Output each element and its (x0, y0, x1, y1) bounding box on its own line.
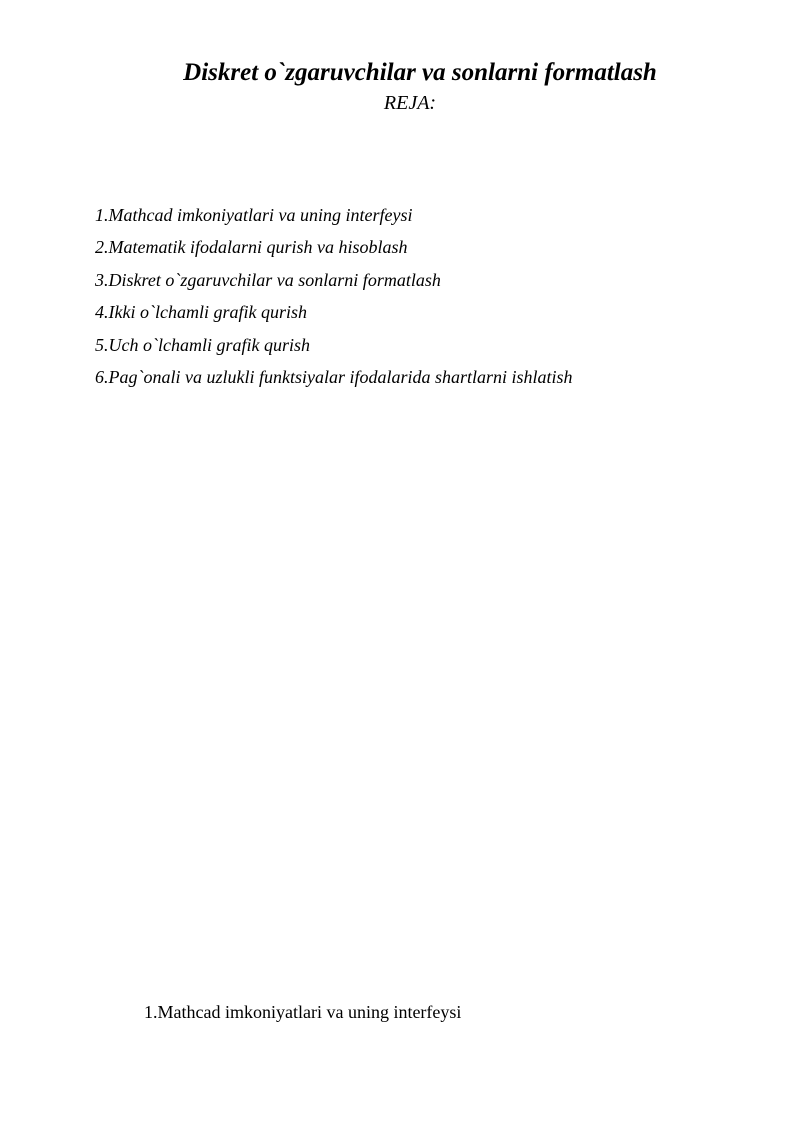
plan-item: 5.Uch o`lchamli grafik qurish (95, 334, 310, 355)
plan-item: 3.Diskret o`zgaruvchilar va sonlarni formatlash (95, 269, 441, 290)
plan-item: 2.Matematik ifodalarni qurish va hisoblash (95, 237, 408, 258)
section-heading: 1.Mathcad imkoniyatlari va uning interfeysi (144, 1002, 462, 1022)
plan-list (95, 199, 573, 393)
page-title: Diskret o`zgaruvchilar va sonlarni formatlash (183, 59, 657, 86)
plan-item: 6.Pag`onali va uzlukli funktsiyalar ifodalarida shartlarni ishlatish (95, 367, 573, 388)
plan-heading: REJA: (383, 92, 437, 114)
plan-item: 4.Ikki o`lchamli grafik qurish (95, 302, 307, 323)
plan-item: 1.Mathcad imkoniyatlari va uning interfeysi (95, 205, 413, 225)
